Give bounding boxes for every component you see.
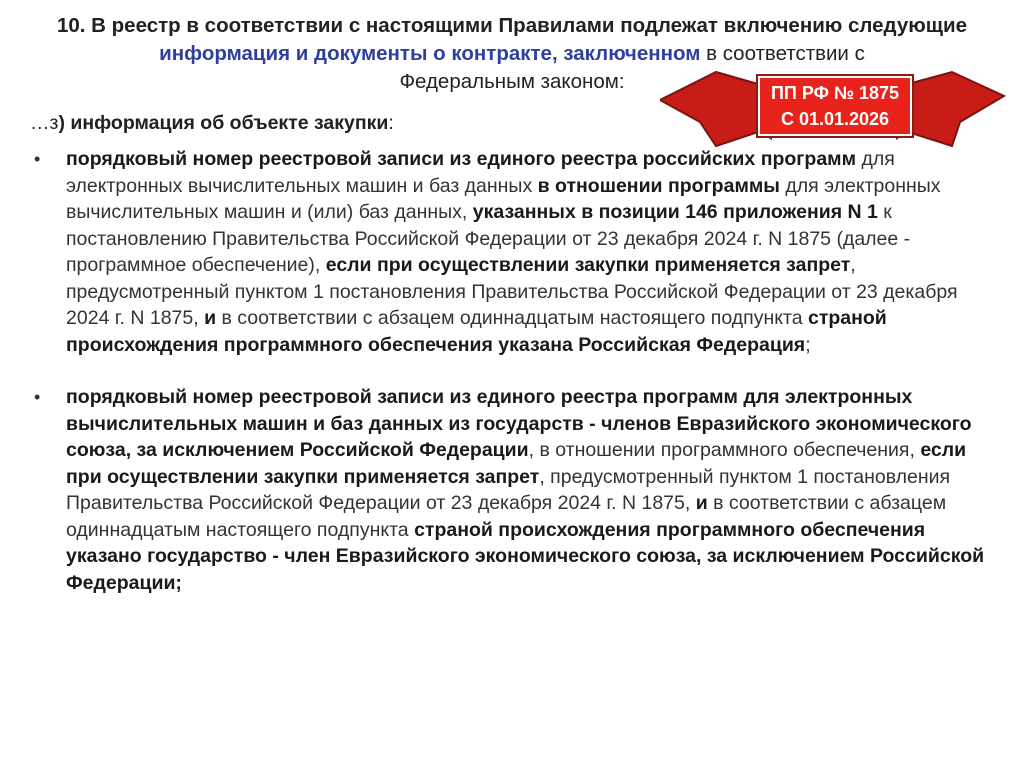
ribbon-label — [758, 76, 912, 136]
bullet-item — [34, 384, 994, 596]
bullet-text-bold: страной происхождения программного обеспечения указано государство - член Евразийского экономического союза, за исключением Российской Федерации; — [66, 518, 985, 594]
bullet-text-bold: и — [695, 492, 708, 514]
bullet-dot-icon: • — [34, 387, 41, 407]
bullet-text: для электронных вычислительных машин и (или) баз данных, — [66, 174, 941, 223]
bullet-text: ; — [805, 333, 811, 356]
bullet-text-bold: если при осуществлении закупки применяется запрет — [66, 439, 967, 488]
bullet-text: в соответствии с абзацем одиннадцатым настоящего подпункта — [216, 307, 808, 329]
ribbon-line-2: С 01.01.2026 — [780, 109, 890, 129]
bullet-text-bold: и — [204, 307, 217, 329]
bullet-text-bold: страной происхождения программного обеспечения указана Российская Федерация — [66, 307, 887, 356]
bullet-text: , в отношении программного обеспечения, — [528, 439, 921, 461]
bullet-text: к постановлению Правительства Российской Федерации от 23 декабря 2024 г. N 1875 (далее - программное обеспечение), — [66, 201, 911, 276]
bullet-item — [34, 146, 994, 358]
heading-part-4: Федеральным законом: — [399, 70, 625, 93]
bullet-text-bold: если при осуществлении закупки применяется запрет — [325, 254, 851, 276]
heading-highlight: информация и документы о контракте, заключенном — [159, 42, 701, 65]
bullet-text-bold: порядковый номер реестровой записи из единого реестра российских программ — [66, 148, 857, 170]
subsection-suffix: : — [388, 112, 394, 134]
bullet-text-bold: порядковый номер реестровой записи из единого реестра программ для электронных вычислительных машин и баз данных из государств - членов Евразийского экономического союза, за исключением Российской Федерации — [66, 386, 972, 461]
bullet-text: , предусмотренный пунктом 1 постановления Правительства Российской Федерации от 23 декабря 2024 г. N 1875, — [66, 254, 958, 329]
bullet-dot-icon: • — [34, 149, 41, 169]
heading-part-3: в соответствии с — [700, 42, 865, 65]
bullet-text-bold: указанных в позиции 146 приложения N 1 — [472, 201, 878, 223]
subsection-heading — [30, 110, 394, 136]
ribbon-line-1: ПП РФ № 1875 — [770, 83, 900, 103]
bullet-text: , предусмотренный пунктом 1 постановления Правительства Российской Федерации от 23 декабря 2024 г. N 1875, — [66, 465, 951, 514]
bullet-text-bold: в отношении программы — [537, 174, 780, 197]
subsection-prefix: …з — [30, 112, 59, 134]
bullet-text: для электронных вычислительных машин и баз данных — [66, 148, 895, 197]
bullet-list — [34, 146, 994, 596]
bullet-text: в соответствии с абзацем одиннадцатым настоящего подпункта — [66, 492, 947, 541]
heading-part-1: 10. В реестр в соответствии с настоящими Правилами подлежат включению следующие — [56, 14, 968, 37]
subsection-title: ) информация об объекте закупки — [58, 112, 389, 134]
